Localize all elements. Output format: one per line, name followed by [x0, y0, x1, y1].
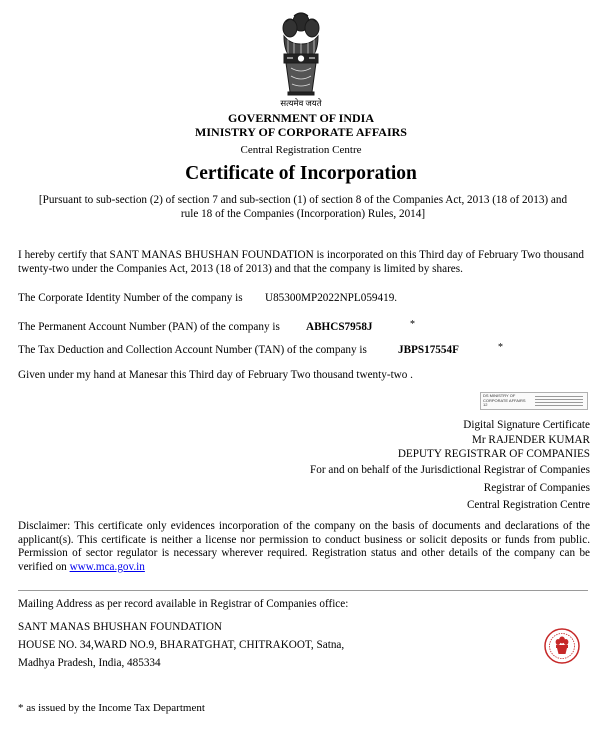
ministry-heading: MINISTRY OF CORPORATE AFFAIRS: [195, 125, 407, 139]
pursuant-line-1: [Pursuant to sub-section (2) of section 7 and sub-section (1) of section 8 of the Companies Act, 2013 (18 of 2013) and: [38, 194, 568, 206]
signature-stamp-text: DS MINISTRY OF CORPORATE AFFAIRS 12: [483, 393, 526, 407]
certificate-title: Certificate of Incorporation: [185, 163, 417, 184]
disclaimer: [18, 520, 590, 574]
tan-label: The Tax Deduction and Collection Account Number (TAN) of the company is: [18, 344, 367, 356]
certification-paragraph: I hereby certify that SANT MANAS BHUSHAN FOUNDATION is incorporated on this Third day of February Two thousand twenty-two under the Companies Act, 2013 (18 of 2013) and that the company is limited by shares.: [18, 249, 584, 276]
footnote: [18, 702, 205, 714]
crc-line: Central Registration Centre: [466, 499, 590, 511]
disclaimer-text: Disclaimer: This certificate only evidences incorporation of the company on the basis of documents and declarations of the applicant(s). This certificate is neither a license nor permission to conduct business or solicit deposits or funds from public. Permission of sector regulator is necessary wherever required. Registration status and other details of the company can be verified on: [18, 520, 590, 573]
address-line-2: HOUSE NO. 34,WARD NO.9, BHARATGHAT, CHITRAKOOT, Satna,: [18, 639, 345, 651]
tan-value: JBPS17554F: [398, 344, 459, 356]
pursuant-line-2: rule 18 of the Companies (Incorporation) Rules, 2014]: [180, 208, 426, 220]
registrar-line: Registrar of Companies: [483, 482, 590, 494]
cin-label: The Corporate Identity Number of the company is: [18, 292, 243, 304]
address-line-1: SANT MANAS BHUSHAN FOUNDATION: [18, 621, 222, 633]
signature-stamp-lines: [535, 396, 583, 406]
cin-value: U85300MP2022NPL059419.: [265, 292, 398, 304]
signatory-designation: DEPUTY REGISTRAR OF COMPANIES: [397, 448, 590, 460]
footnote-asterisk: *: [18, 702, 24, 714]
pan-label: The Permanent Account Number (PAN) of the company is: [18, 321, 280, 333]
pursuant-clause: [18, 193, 588, 221]
mailing-address-heading: Mailing Address as per record available in Registrar of Companies office:: [18, 598, 349, 610]
emblem-motto: सत्यमेव जयते: [280, 98, 322, 108]
tan-asterisk: *: [498, 342, 503, 353]
pan-asterisk: *: [410, 319, 415, 330]
section-divider: [18, 590, 588, 591]
ashoka-emblem-icon: [276, 8, 326, 110]
footnote-text: as issued by the Income Tax Department: [26, 702, 205, 714]
pan-value: ABHCS7958J: [306, 321, 373, 333]
dsc-label: Digital Signature Certificate: [463, 419, 590, 431]
signatory-name: Mr RAJENDER KUMAR: [471, 434, 590, 446]
government-heading: GOVERNMENT OF INDIA: [227, 111, 374, 125]
address-line-3: Madhya Pradesh, India, 485334: [18, 657, 161, 669]
mca-website-link[interactable]: www.mca.gov.in: [69, 560, 145, 573]
given-under-hand: Given under my hand at Manesar this Third day of February Two thousand twenty-two .: [18, 369, 413, 381]
digital-signature-stamp: [480, 392, 588, 410]
on-behalf-line: For and on behalf of the Jurisdictional Registrar of Companies: [310, 464, 590, 476]
centre-subheading: Central Registration Centre: [240, 144, 362, 156]
mca-seal-icon: [543, 627, 581, 665]
